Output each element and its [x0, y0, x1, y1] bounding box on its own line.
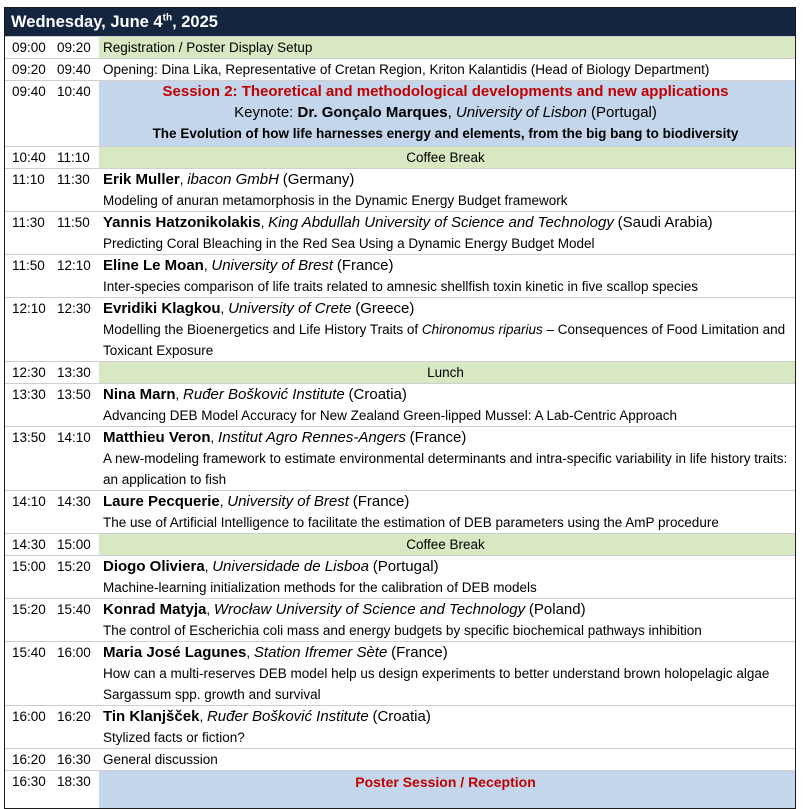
- talk-title: How can a multi-reserves DEB model help us design experiments to better understand brown holopelagic algae Sargassum spp. growth and survival: [103, 666, 770, 702]
- speaker-name: Maria José Lagunes: [103, 644, 247, 661]
- start-time: 14:30: [12, 537, 46, 552]
- row-talk: [5, 426, 795, 490]
- talk-title: [103, 319, 792, 361]
- talk-cell: [99, 491, 795, 533]
- row-registration: [5, 36, 795, 58]
- end-time: 11:10: [57, 150, 90, 165]
- speaker-name: Tin Klanjšček: [103, 708, 200, 725]
- talk-cell: [99, 642, 795, 705]
- speaker-country: (Poland): [528, 601, 586, 618]
- row-talk: [5, 254, 795, 297]
- talk-title: Inter-species comparison of life traits related to amnesic shellfish toxin kinetic in five scallop species: [103, 279, 699, 294]
- start-time: 11:30: [12, 215, 45, 230]
- registration-text: Registration / Poster Display Setup: [99, 37, 795, 58]
- speaker-line: Maria José Lagunes, Station Ifremer Sète (France): [103, 644, 448, 661]
- speaker-affiliation: Institut Agro Rennes-Angers: [218, 429, 406, 446]
- talk-cell: [99, 169, 795, 211]
- end-time: 16:30: [57, 752, 91, 767]
- speaker-affiliation: Wrocław University of Science and Technology: [213, 601, 526, 618]
- speaker-country: (France): [391, 644, 448, 661]
- start-time: 15:40: [12, 645, 46, 660]
- speaker-affiliation: University of Brest: [227, 493, 349, 510]
- speaker-name: Erik Muller: [103, 171, 180, 188]
- start-time: 11:10: [12, 172, 45, 187]
- speaker-line: Tin Klanjšček, Ruđer Bošković Institute (Croatia): [103, 708, 431, 725]
- end-time: 13:50: [57, 387, 91, 402]
- row-coffee-break: [5, 533, 795, 555]
- speaker-affiliation: University of Crete: [228, 300, 352, 317]
- end-time: 14:10: [57, 430, 91, 445]
- speaker-name: Konrad Matyja: [103, 601, 207, 618]
- speaker-name: Diogo Oliviera: [103, 558, 205, 575]
- row-session: [5, 80, 795, 146]
- start-time: 10:40: [12, 150, 46, 165]
- end-time: 11:50: [57, 215, 90, 230]
- start-time: 15:20: [12, 602, 46, 617]
- talk-title: Stylized facts or fiction?: [103, 730, 245, 745]
- opening-text: Opening: Dina Lika, Representative of Cretan Region, Kriton Kalantidis (Head of Biology Department): [103, 62, 710, 77]
- start-time: 09:20: [12, 62, 46, 77]
- talk-cell: [99, 255, 795, 297]
- start-time: 15:00: [12, 559, 46, 574]
- end-time: 16:20: [57, 709, 91, 724]
- speaker-country: (Greece): [355, 300, 415, 317]
- poster-session-text: Poster Session / Reception: [99, 771, 795, 808]
- row-opening: [5, 58, 795, 80]
- speaker-country: (Croatia): [348, 386, 407, 403]
- end-time: 13:30: [57, 365, 91, 380]
- talk-title: The use of Artificial Intelligence to facilitate the estimation of DEB parameters using the AmP procedure: [103, 515, 719, 530]
- speaker-affiliation: ibacon GmbH: [187, 171, 279, 188]
- row-talk: [5, 297, 795, 361]
- speaker-country: (France): [336, 257, 394, 274]
- row-talk: [5, 211, 795, 254]
- start-time: 09:40: [12, 84, 46, 99]
- talk-title: Modeling of anuran metamorphosis in the Dynamic Energy Budget framework: [103, 193, 568, 208]
- speaker-affiliation: Station Ifremer Sète: [253, 644, 388, 661]
- speaker-line: Konrad Matyja, Wrocław University of Science and Technology (Poland): [103, 601, 586, 618]
- end-time: 12:30: [57, 301, 91, 316]
- end-time: 16:00: [57, 645, 91, 660]
- row-talk: [5, 641, 795, 705]
- speaker-affiliation: Ruđer Bošković Institute: [183, 386, 345, 403]
- start-time: 12:10: [12, 301, 46, 316]
- row-talk: [5, 598, 795, 641]
- talk-cell: [99, 556, 795, 598]
- row-lunch: [5, 361, 795, 383]
- keynote-sep: ,: [447, 104, 456, 121]
- speaker-country: (Croatia): [372, 708, 431, 725]
- end-time: 12:10: [57, 258, 91, 273]
- keynote-line: [99, 102, 792, 123]
- day-suffix: th: [162, 12, 173, 24]
- speaker-affiliation: University of Brest: [211, 257, 334, 274]
- speaker-line: Yannis Hatzonikolakis, King Abdullah University of Science and Technology (Saudi Arabia): [103, 214, 713, 231]
- session-title: Session 2: Theoretical and methodological developments and new applications: [162, 83, 729, 100]
- row-talk: [5, 705, 795, 748]
- start-time: 13:30: [12, 387, 46, 402]
- end-time: 09:20: [57, 40, 91, 55]
- speaker-affiliation: Universidade de Lisboa: [212, 558, 369, 575]
- talk-cell: [99, 384, 795, 426]
- start-time: 16:20: [12, 752, 46, 767]
- start-time: 14:10: [12, 494, 46, 509]
- speaker-name: Yannis Hatzonikolakis: [103, 214, 261, 231]
- keynote-affiliation: University of Lisbon: [455, 104, 587, 121]
- talk-cell: [99, 298, 795, 361]
- end-time: 18:30: [57, 774, 91, 789]
- session-block: [99, 81, 795, 146]
- talk-species: Chironomus riparius: [421, 322, 543, 337]
- row-coffee-break: [5, 146, 795, 168]
- speaker-country: (Saudi Arabia): [617, 214, 713, 231]
- lunch-text: Lunch: [99, 362, 795, 383]
- speaker-line: Laure Pecquerie, University of Brest (France): [103, 493, 410, 510]
- speaker-line: Evridiki Klagkou, University of Crete (Greece): [103, 300, 415, 317]
- keynote-label: Keynote:: [234, 104, 298, 121]
- talk-cell: [99, 427, 795, 490]
- coffee-break-text: Coffee Break: [99, 534, 795, 555]
- speaker-line: Erik Muller, ibacon GmbH (Germany): [103, 171, 355, 188]
- row-discussion: [5, 748, 795, 770]
- speaker-name: Matthieu Veron: [103, 429, 211, 446]
- speaker-name: Nina Marn: [103, 386, 176, 403]
- end-time: 10:40: [57, 84, 91, 99]
- talk-title: The control of Escherichia coli mass and energy budgets by specific biochemical pathways inhibition: [103, 623, 702, 638]
- start-time: 11:50: [12, 258, 45, 273]
- row-talk: [5, 490, 795, 533]
- row-talk: [5, 555, 795, 598]
- speaker-name: Laure Pecquerie: [103, 493, 220, 510]
- speaker-line: Matthieu Veron, Institut Agro Rennes-Angers (France): [103, 429, 467, 446]
- speaker-country: (France): [352, 493, 410, 510]
- talk-title: A new-modeling framework to estimate environmental determinants and intra-specific variability in life history traits: an application to fish: [103, 451, 788, 487]
- end-time: 15:00: [57, 537, 91, 552]
- keynote-talk: The Evolution of how life harnesses energy and elements, from the big bang to biodiversity: [152, 126, 739, 141]
- start-time: 12:30: [12, 365, 46, 380]
- talk-title: Machine-learning initialization methods for the calibration of DEB models: [103, 580, 537, 595]
- talk-title-part: Modelling the Bioenergetics and Life History Traits of: [103, 322, 422, 337]
- speaker-name: Evridiki Klagkou: [103, 300, 221, 317]
- start-time: 09:00: [12, 40, 46, 55]
- end-time: 09:40: [57, 62, 91, 77]
- day-title: Wednesday, June 4: [11, 13, 163, 31]
- schedule-table: [4, 7, 796, 809]
- end-time: 15:20: [57, 559, 91, 574]
- keynote-country: (Portugal): [591, 104, 657, 121]
- row-talk: [5, 168, 795, 211]
- speaker-affiliation: Ruđer Bošković Institute: [206, 708, 369, 725]
- talk-title-part: – Consequences of Food Limitation and Toxicant Exposure: [103, 322, 786, 358]
- talk-title: Predicting Coral Bleaching in the Red Sea Using a Dynamic Energy Budget Model: [103, 236, 595, 251]
- talk-title: Advancing DEB Model Accuracy for New Zealand Green-lipped Mussel: A Lab-Centric Approach: [103, 408, 678, 423]
- speaker-country: (Germany): [282, 171, 355, 188]
- speaker-affiliation: King Abdullah University of Science and Technology: [268, 214, 614, 231]
- start-time: 16:30: [12, 774, 46, 789]
- speaker-line: Diogo Oliviera, Universidade de Lisboa (Portugal): [103, 558, 439, 575]
- start-time: 13:50: [12, 430, 46, 445]
- row-talk: [5, 383, 795, 426]
- talk-cell: [99, 706, 795, 748]
- day-header: [5, 8, 795, 36]
- speaker-line: Nina Marn, Ruđer Bošković Institute (Croatia): [103, 386, 407, 403]
- keynote-speaker: Dr. Gonçalo Marques: [297, 104, 448, 121]
- row-poster-session: [5, 770, 795, 808]
- end-time: 15:40: [57, 602, 91, 617]
- talk-cell: [99, 212, 795, 254]
- end-time: 14:30: [57, 494, 91, 509]
- talk-cell: [99, 599, 795, 641]
- end-time: 11:30: [57, 172, 90, 187]
- speaker-country: (Portugal): [372, 558, 439, 575]
- coffee-break-text: Coffee Break: [99, 147, 795, 168]
- speaker-line: Eline Le Moan, University of Brest (France): [103, 257, 394, 274]
- speaker-country: (France): [409, 429, 467, 446]
- day-year: , 2025: [172, 13, 218, 31]
- start-time: 16:00: [12, 709, 46, 724]
- speaker-name: Eline Le Moan: [103, 257, 204, 274]
- discussion-text: General discussion: [103, 752, 218, 767]
